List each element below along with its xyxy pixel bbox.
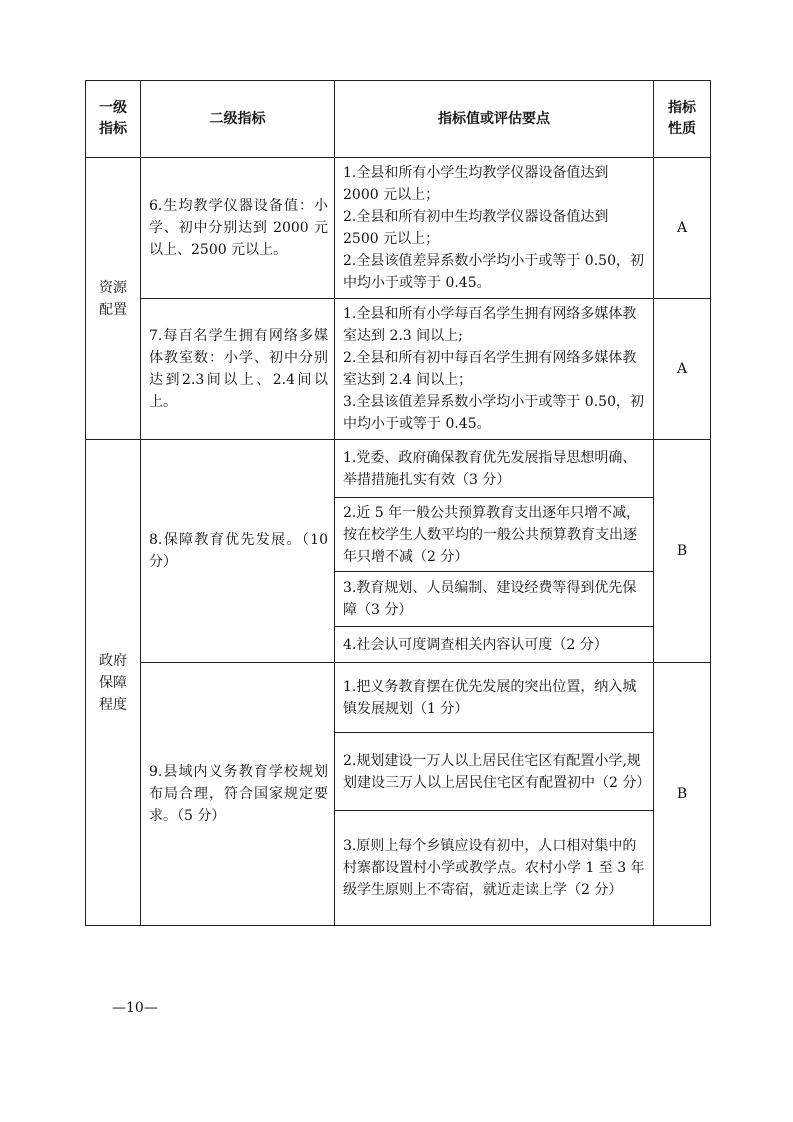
indicator-6: 6.生均教学仪器设备值：小学、初中分别达到 2000 元以上、2500 元以上。 <box>141 158 335 299</box>
point-6-1: 1.全县和所有小学生均教学仪器设备值达到 2000 元以上； <box>343 165 609 203</box>
point-7-3: 3.全县该值差异系数小学均小于或等于 0.50，初中均小于或等于 0.45。 <box>343 394 644 432</box>
table-row <box>86 663 711 733</box>
nature-6: A <box>654 158 711 299</box>
point-8-3: 3.教育规划、人员编制、建设经费等得到优先保障（3 分） <box>335 572 654 627</box>
table-row <box>86 299 711 440</box>
section-resource: 资源配置 <box>86 158 141 440</box>
point-8-4: 4.社会认可度调查相关内容认可度（2 分） <box>335 627 654 663</box>
indicator-8: 8.保障教育优先发展。（10 分） <box>141 440 335 663</box>
table-row <box>86 440 711 498</box>
page-number: —10— <box>112 1000 158 1016</box>
points-7 <box>335 299 654 440</box>
point-9-1: 1.把义务教育摆在优先发展的突出位置，纳入城镇发展规划（1 分） <box>335 663 654 733</box>
evaluation-table <box>85 80 711 926</box>
point-8-2: 2.近 5 年一般公共预算教育支出逐年只增不减，按在校学生人数平均的一般公共预算教育支出逐年只增不减（2 分） <box>335 498 654 572</box>
point-8-1: 1.党委、政府确保教育优先发展指导思想明确、举措措施扎实有效（3 分） <box>335 440 654 498</box>
indicator-9: 9.县域内义务教育学校规划布局合理，符合国家规定要求。（5 分） <box>141 663 335 926</box>
point-7-1: 1.全县和所有小学每百名学生拥有网络多媒体教室达到 2.3 间以上; <box>343 306 637 344</box>
header-nature: 指标性质 <box>654 81 711 158</box>
nature-9: B <box>654 663 711 926</box>
point-6-2: 2.全县和所有初中生均教学仪器设备值达到 2500 元以上； <box>343 209 609 247</box>
header-level1: 一级指标 <box>86 81 141 158</box>
point-7-2: 2.全县和所有初中每百名学生拥有网络多媒体教室达到 2.4 间以上； <box>343 350 637 388</box>
points-6 <box>335 158 654 299</box>
point-9-2: 2.规划建设一万人以上居民住宅区有配置小学,规划建设三万人以上居民住宅区有配置初中（2 分） <box>335 733 654 811</box>
nature-7: A <box>654 299 711 440</box>
table-row <box>86 158 711 299</box>
table-header-row <box>86 81 711 158</box>
point-9-3: 3.原则上每个乡镇应设有初中，人口相对集中的村寨都设置村小学或教学点。农村小学 1 至 3 年级学生原则上不寄宿，就近走读上学（2 分） <box>335 811 654 926</box>
indicator-7: 7.每百名学生拥有网络多媒体教室数：小学、初中分别达到2.3间以上、2.4间以上。 <box>141 299 335 440</box>
point-6-3: 2.全县该值差异系数小学均小于或等于 0.50，初中均小于或等于 0.45。 <box>343 253 644 291</box>
header-points: 指标值或评估要点 <box>335 81 654 158</box>
nature-8: B <box>654 440 711 663</box>
section-government: 政府保障程度 <box>86 440 141 926</box>
header-level2: 二级指标 <box>141 81 335 158</box>
